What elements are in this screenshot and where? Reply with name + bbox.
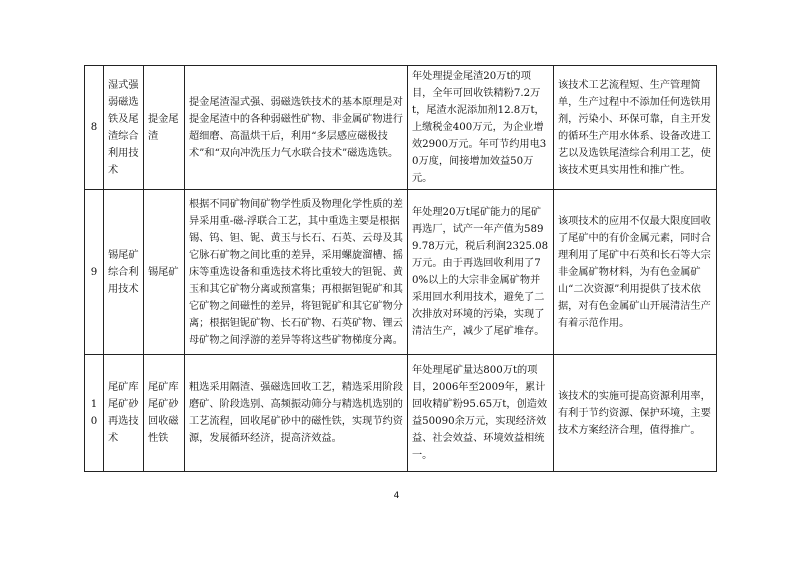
benefit-analysis: 年处理20万t尾矿能力的尾矿再选厂，试产一年产值为5899.78万元，税后利润2325.08万元。由于再选回收利用了70%以上的大宗非金属矿物并采用回水利用技术，避免了二次排放对环境的污染，实现了清洁生产，减少了尾矿堆存。: [408, 190, 554, 355]
technology-description: 提金尾渣湿式强、弱磁选铁技术的基本原理是对提金尾渣中的各种弱磁性矿物、非金属矿物进行超细磨、高温烘干后，利用“多层感应磁极技术”和“双向冲洗压力气水联合技术”磁选选铁。: [185, 66, 408, 190]
target-material: 尾矿库尾矿砂回收磁性铁: [144, 355, 185, 472]
promotion-evaluation: 该项技术的应用不仅最大限度回收了尾矿中的有价金属元素，同时合理利用了尾矿中石英和长石等大宗非金属矿物材料，为有色金属矿山“二次资源”利用提供了技术依据，对有色金属矿山开展清洁生产有着示范作用。: [554, 190, 717, 355]
technology-description: 根据不同矿物间矿物学性质及物理化学性质的差异采用重-磁-浮联合工艺，其中重选主要是根据锡、钨、钽、铌、黄玉与长石、石英、云母及其它脉石矿物之间比重的差异，采用螺旋溜槽、摇床等重选设备和重选技术将比重较大的钽铌、黄玉和其它矿物分离或预富集；再根据钽铌矿和其它矿物之间磁性的差异，将钽铌矿和其它矿物分离；根据钽铌矿物、长石矿物、石英矿物、锂云母矿物之间浮游的差异等将这些矿物梯度分离。: [185, 190, 408, 355]
row-number: 10: [85, 355, 104, 472]
benefit-analysis: 年处理尾矿量达800万t的项目，2006年至2009年，累计回收精矿粉95.65万t，创造效益50090余万元，实现经济效益、社会效益、环境效益相统一。: [408, 355, 554, 472]
row-number: 8: [85, 66, 104, 190]
technology-name: 湿式强弱磁选铁及尾渣综合利用技术: [104, 66, 144, 190]
table-row: [85, 190, 717, 355]
benefit-analysis: 年处理提金尾渣20万t的项目，全年可回收铁精粉7.2万t，尾渣水泥添加剂12.8万t，上缴税金400万元，为企业增效2900万元。年可节约用电30万度，间接增加效益50万元。: [408, 66, 554, 190]
technology-name: 尾矿库尾矿砂再选技术: [104, 355, 144, 472]
promotion-evaluation: 该技术工艺流程短、生产管理简单，生产过程中不添加任何选铁用剂，污染小、环保可靠，自主开发的循环生产用水体系、设备改进工艺以及选铁尾渣综合利用工艺，使该技术更具实用性和推广性。: [554, 66, 717, 190]
row-number: 9: [85, 190, 104, 355]
table-row: [85, 66, 717, 190]
technology-name: 锡尾矿综合利用技术: [104, 190, 144, 355]
technology-description: 粗选采用隔渣、强磁选回收工艺，精选采用阶段磨矿、阶段选别、高频振动筛分与精选机选别的工艺流程，回收尾矿砂中的磁性铁，实现节约资源，发展循环经济，提高济效益。: [185, 355, 408, 472]
target-material: 锡尾矿: [144, 190, 185, 355]
table-row: [85, 355, 717, 472]
page-number: 4: [393, 491, 400, 501]
promotion-evaluation: 该技术的实施可提高资源利用率，有利于节约资源、保护环境，主要技术方案经济合理，值得推广。: [554, 355, 717, 472]
target-material: 提金尾渣: [144, 66, 185, 190]
technology-table: [84, 65, 717, 472]
